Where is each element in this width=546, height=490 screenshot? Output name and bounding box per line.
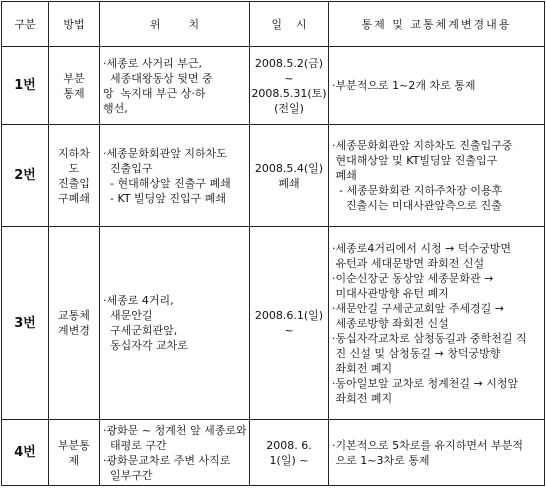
- row-number: 1번: [2, 47, 49, 125]
- control-line: ·이순신장군 동상앞 세종문화관 →: [332, 271, 494, 285]
- control-line: ·동십자각교차로 삼청동길과 중학천길 직: [332, 331, 527, 345]
- control-line: ·기본적으로 5차로를 유지하면서 부분적: [332, 438, 523, 452]
- control-line: 진 신설 및 삼청동길 → 창덕궁방향: [332, 346, 501, 360]
- method-cell: [49, 420, 100, 486]
- location-cell: [100, 47, 250, 125]
- header-row: [2, 2, 545, 47]
- method-line: 부분: [63, 71, 85, 85]
- control-cell: [329, 125, 545, 227]
- control-line: ·새문안길 구세군교회앞 주세경길 →: [332, 301, 504, 315]
- control-line: ·세종로4거리에서 시청 → 덕수궁방면: [332, 241, 511, 255]
- date-line: 2008.5.31(토): [251, 86, 327, 100]
- location-line: 일부구간: [103, 468, 153, 482]
- date-line: (전일): [274, 101, 304, 115]
- method-cell: [49, 47, 100, 125]
- control-line: 현대해상앞 및 KT빌딩앞 진출입구: [332, 154, 498, 167]
- row-number: 4번: [2, 420, 49, 486]
- location-line: ·세종로 4거리,: [103, 294, 174, 307]
- method-line: 계변경: [58, 324, 90, 337]
- location-line: 세종대왕동상 뒷면 중: [103, 71, 213, 85]
- table-row: [2, 125, 545, 227]
- control-line: 폐쇄: [332, 169, 357, 182]
- method-line: 통제: [63, 86, 85, 100]
- location-line: 태평로 구간: [103, 438, 167, 452]
- header-location: 위 치: [100, 2, 250, 47]
- date-line: ~: [284, 324, 294, 337]
- row-number: 3번: [2, 227, 49, 420]
- table-row: [2, 420, 545, 486]
- location-line: 동십자각 교차로: [103, 339, 188, 352]
- location-line: - KT 빌딩앞 진입구 폐쇄: [103, 191, 227, 205]
- control-line: 유턴과 세대문방면 좌회전 신설: [332, 256, 485, 270]
- location-line: 행선,: [103, 101, 128, 115]
- location-line: 진출입구: [103, 161, 153, 175]
- method-cell: [49, 227, 100, 420]
- header-datetime: 일 시: [250, 2, 329, 47]
- location-cell: [100, 227, 250, 420]
- location-line: 앙 녹지대 부근 상·하: [103, 86, 206, 100]
- control-line: 세종로방향 좌회전 신설: [332, 316, 449, 330]
- date-line: ~: [284, 71, 294, 85]
- control-line: 좌회전 폐지: [332, 391, 393, 405]
- control-cell: [329, 420, 545, 486]
- method-line: 부분통: [58, 438, 90, 452]
- location-line: ·광화문 ~ 청계천 앞 세종로와: [103, 423, 247, 437]
- date-cell: [250, 125, 329, 227]
- control-cell: [329, 227, 545, 420]
- row-number: 2번: [2, 125, 49, 227]
- location-line: ·광화문교차로 주변 사직로: [103, 453, 231, 467]
- traffic-control-table: [1, 1, 545, 486]
- control-line: ·동아일보앞 교차로 청계천길 → 시청앞: [332, 376, 519, 390]
- method-line: 교통체: [58, 309, 90, 322]
- location-line: 구세군회관앞,: [103, 324, 178, 337]
- date-cell: [250, 420, 329, 486]
- control-line: 으로 1~3차로 통제: [332, 453, 430, 467]
- control-line: - 세종문화회관 지하주차장 이용후: [332, 184, 503, 197]
- control-line: ·세종문화회관앞 지하차도 진출입구중: [332, 139, 513, 152]
- location-cell: [100, 420, 250, 486]
- date-line: 2008. 6.: [266, 438, 312, 452]
- location-cell: [100, 125, 250, 227]
- date-line: 1(일) ~: [269, 453, 309, 467]
- control-line: 미대사관방향 유턴 폐지: [332, 286, 449, 300]
- header-method: 방법: [49, 2, 100, 47]
- date-line: 2008.5.4(일): [254, 161, 324, 175]
- method-line: 지하차: [58, 146, 90, 160]
- control-line: ·부분적으로 1~2개 차로 통제: [332, 79, 476, 92]
- method-cell: [49, 125, 100, 227]
- control-cell: [329, 47, 545, 125]
- date-line: 폐쇄: [278, 176, 300, 190]
- method-line: 진출입: [58, 176, 90, 190]
- control-line: 진출시는 미대사관앞측으로 진출: [332, 199, 502, 212]
- method-line: 도: [68, 161, 80, 175]
- header-control-content: 통제 및 교통체계변경내용: [329, 2, 545, 47]
- date-line: 2008.5.2(금): [254, 56, 324, 70]
- location-line: ·세종문화회관앞 지하차도: [103, 146, 227, 160]
- date-cell: [250, 47, 329, 125]
- control-line: 좌회전 폐지: [332, 361, 393, 375]
- location-line: - 현대해상앞 진출구 폐쇄: [103, 176, 231, 190]
- method-line: 제: [68, 453, 80, 467]
- date-cell: [250, 227, 329, 420]
- table-row: [2, 227, 545, 420]
- location-line: 새문안길: [103, 309, 153, 322]
- header-category: 구분: [2, 2, 49, 47]
- table-row: [2, 47, 545, 125]
- method-line: 구폐쇄: [58, 191, 90, 205]
- date-line: 2008.6.1(일): [254, 309, 324, 322]
- location-line: ·세종로 사거리 부근,: [103, 56, 202, 70]
